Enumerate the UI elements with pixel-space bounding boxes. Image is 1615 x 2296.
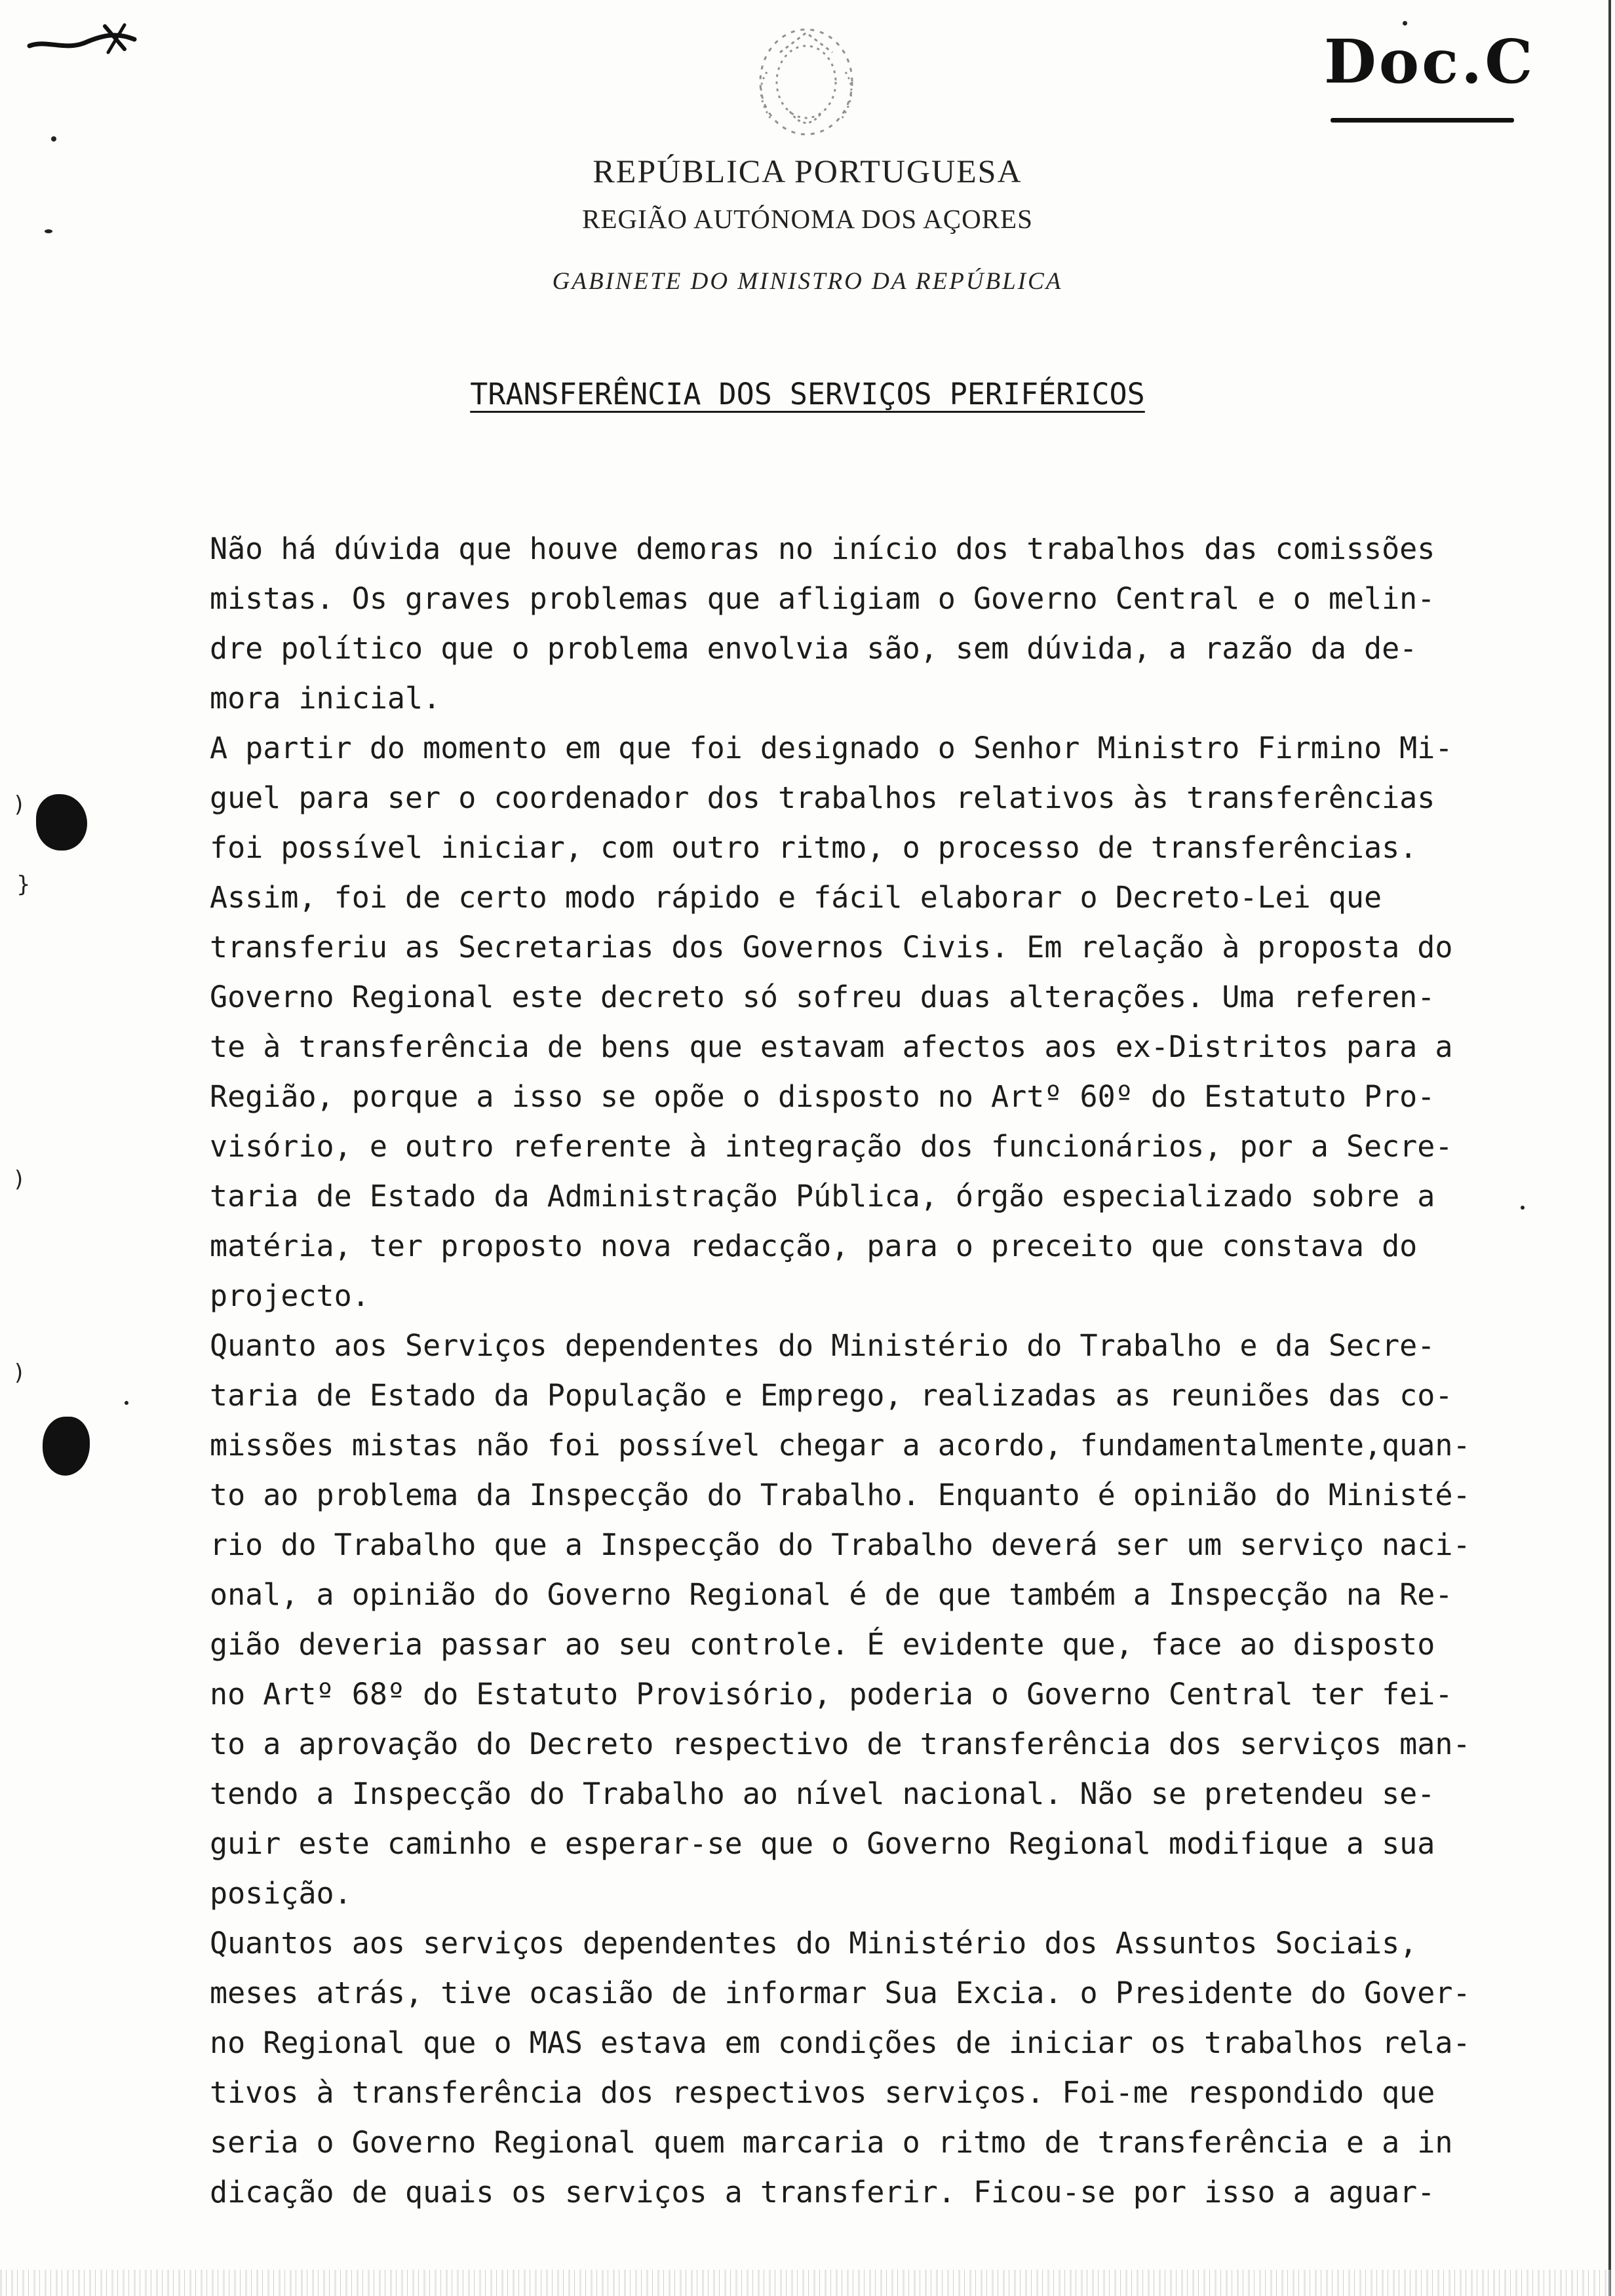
doc-label: Doc.C	[1324, 26, 1536, 97]
body-line: Não há dúvida que houve demoras no início dos trabalhos das comissões	[210, 531, 1435, 566]
margin-speck	[125, 1401, 128, 1405]
body-text	[210, 524, 1521, 2217]
punch-hole-mark	[43, 1417, 90, 1476]
margin-tick: )	[14, 792, 24, 818]
body-line: mistas. Os graves problemas que afligiam o Governo Central e o melin-	[210, 581, 1435, 616]
republic-heading: REPÚBLICA PORTUGUESA	[593, 153, 1022, 189]
body-line: taria de Estado da Administração Pública, órgão especializado sobre a	[210, 1179, 1435, 1214]
body-line: te à transferência de bens que estavam afectos aos ex-Distritos para a	[210, 1029, 1453, 1064]
doc-label-underline	[1331, 118, 1514, 123]
region-heading: REGIÃO AUTÓNOMA DOS AÇORES	[582, 204, 1033, 234]
margin-speck	[51, 136, 56, 142]
body-line: onal, a opinião do Governo Regional é de que também a Inspecção na Re-	[210, 1577, 1453, 1612]
body-line: to ao problema da Inspecção do Trabalho. Enquanto é opinião do Ministé-	[210, 1478, 1471, 1512]
scan-edge	[1608, 0, 1611, 2296]
office-heading: GABINETE DO MINISTRO DA REPÚBLICA	[552, 268, 1063, 295]
margin-speck	[45, 229, 52, 233]
body-line: meses atrás, tive ocasião de informar Sua Excia. o Presidente do Gover-	[210, 1976, 1471, 2010]
body-line: rio do Trabalho que a Inspecção do Trabalho deverá ser um serviço naci-	[210, 1527, 1471, 1562]
margin-speck	[1403, 21, 1407, 26]
body-line: taria de Estado da População e Emprego, realizadas as reuniões das co-	[210, 1378, 1453, 1413]
body-line: A partir do momento em que foi designado o Senhor Ministro Firmino Mi-	[210, 731, 1453, 765]
body-line: no Artº 68º do Estatuto Provisório, poderia o Governo Central ter fei-	[210, 1677, 1453, 1712]
body-line: projecto.	[210, 1278, 370, 1313]
body-line: seria o Governo Regional quem marcaria o ritmo de transferência e a in	[210, 2125, 1453, 2160]
document-title-text: TRANSFERÊNCIA DOS SERVIÇOS PERIFÉRICOS	[470, 377, 1145, 411]
body-line: no Regional que o MAS estava em condições de iniciar os trabalhos rela-	[210, 2025, 1471, 2060]
body-line: guir este caminho e esperar-se que o Governo Regional modifique a sua	[210, 1826, 1435, 1861]
handwritten-mark	[26, 20, 138, 59]
body-line: dicação de quais os serviços a transferir. Ficou-se por isso a aguar-	[210, 2175, 1435, 2210]
body-line: Quanto aos Serviços dependentes do Ministério do Trabalho e da Secre-	[210, 1328, 1435, 1363]
body-line: transferiu as Secretarias dos Governos Civis. Em relação à proposta do	[210, 930, 1453, 965]
margin-tick: }	[16, 871, 31, 898]
body-line: tivos à transferência dos respectivos serviços. Foi-me respondido que	[210, 2075, 1435, 2110]
scan-noise	[0, 2270, 1615, 2296]
body-line: missões mistas não foi possível chegar a acordo, fundamentalmente,quan-	[210, 1428, 1471, 1463]
body-line: Região, porque a isso se opõe o disposto no Artº 60º do Estatuto Pro-	[210, 1079, 1435, 1114]
body-line: mora inicial.	[210, 681, 441, 716]
margin-speck	[1521, 1206, 1525, 1210]
body-line: visório, e outro referente à integração dos funcionários, por a Secre-	[210, 1129, 1453, 1164]
body-line: Assim, foi de certo modo rápido e fácil elaborar o Decreto-Lei que	[210, 880, 1382, 915]
coat-of-arms-emblem	[708, 13, 905, 151]
body-line: to a aprovação do Decreto respectivo de transferência dos serviços man-	[210, 1727, 1471, 1761]
body-line: guel para ser o coordenador dos trabalhos relativos às transferências	[210, 780, 1435, 815]
body-line: tendo a Inspecção do Trabalho ao nível nacional. Não se pretendeu se-	[210, 1776, 1435, 1811]
document-title	[0, 377, 1615, 411]
body-line: foi possível iniciar, com outro ritmo, o processo de transferências.	[210, 830, 1418, 865]
body-line: posição.	[210, 1876, 352, 1911]
margin-tick: )	[14, 1360, 24, 1386]
body-line: matéria, ter proposto nova redacção, para o preceito que constava do	[210, 1229, 1418, 1263]
body-line: Governo Regional este decreto só sofreu duas alterações. Uma referen-	[210, 980, 1435, 1014]
punch-hole-mark	[36, 794, 87, 851]
body-line: Quantos aos serviços dependentes do Ministério dos Assuntos Sociais,	[210, 1926, 1418, 1961]
body-line: gião deveria passar ao seu controle. É evidente que, face ao disposto	[210, 1627, 1435, 1662]
margin-tick: )	[14, 1166, 24, 1193]
body-line: dre político que o problema envolvia são, sem dúvida, a razão da de-	[210, 631, 1418, 666]
